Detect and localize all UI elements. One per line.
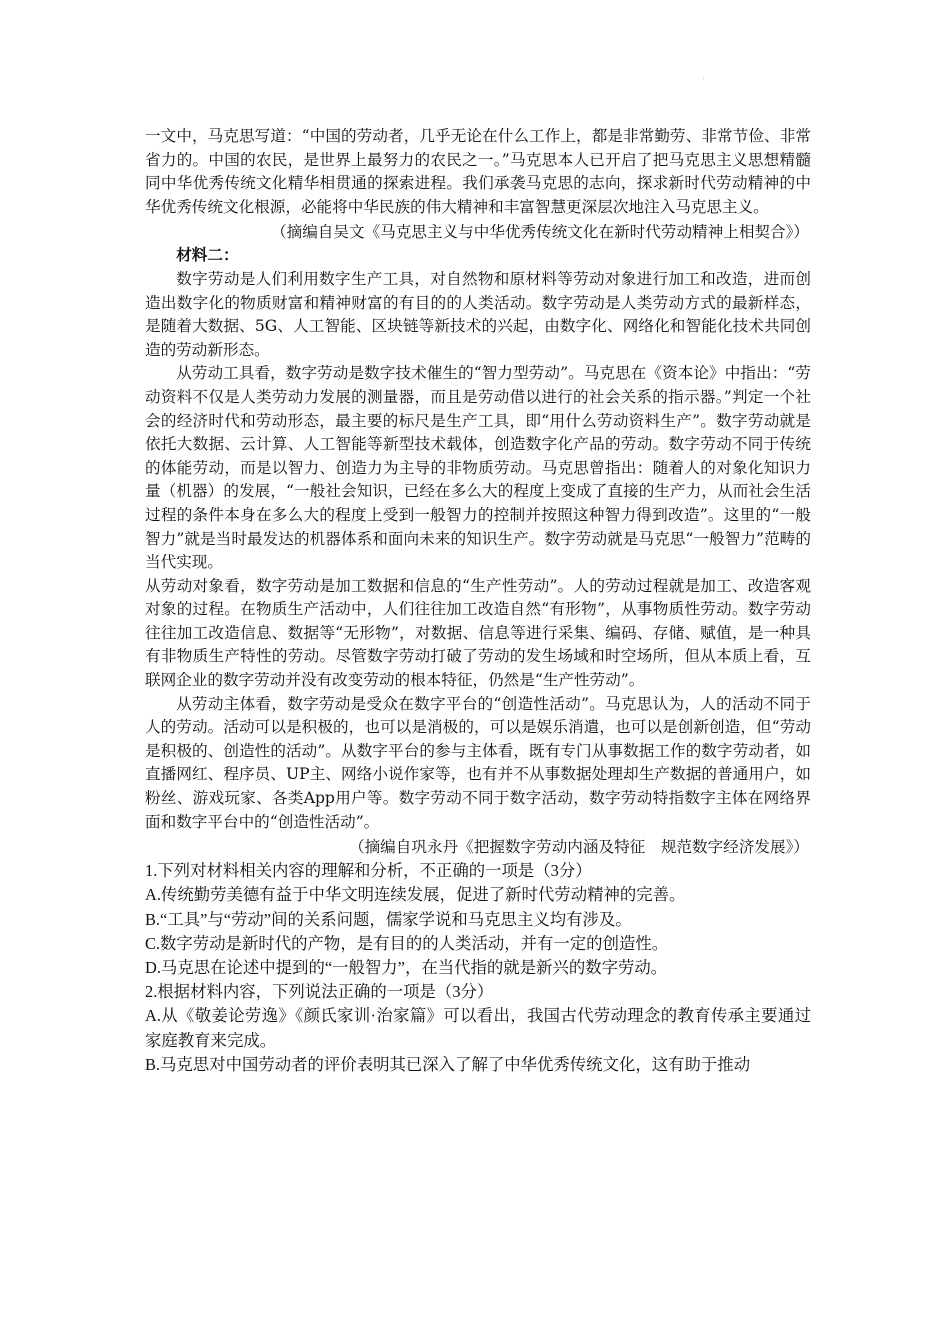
question-1-option-d: D.马克思在论述中提到的“一般智力”，在当代指的就是新兴的数字劳动。 (145, 958, 668, 978)
material-two-paragraph-4: 从劳动主体看，数字劳动是受众在数字平台的“创造性活动”。马克思认为，人的活动不同于人的劳动。活动可以是积极的，也可以是消极的，可以是娱乐消遣，也可以是创新创造，但“劳动是积极的、创造性的活动”。从数字平台的参与主体看，既有专门从事数据工作的数字劳动者，如直播网红、程序员、UP主、网络小说作家等，也有并不从事数据处理却生产数据的普通用户，如粉丝、游戏玩家、各类App用户等。数字劳动不同于数字活动，数字劳动特指数字主体在网络界面和数字平台中的“创造性活动”。 (145, 694, 811, 831)
question-2-option-b: B.马克思对中国劳动者的评价表明其已深入了解了中华优秀传统文化，这有助于推动 (145, 1054, 751, 1074)
question-1 (145, 859, 811, 980)
material-one-section (145, 125, 811, 244)
question-2-stem: 2.根据材料内容，下列说法正确的一项是（3分） (145, 982, 494, 1002)
material-two-paragraph-2: 从劳动工具看，数字劳动是数字技术催生的“智力型劳动”。马克思在《资本论》中指出：“劳动资料不仅是人类劳动力发展的测量器，而且是劳动借以进行的社会关系的指示器。”判定一个社会的经济时代和劳动形态，最主要的标尺是生产工具，即“用什么劳动资料生产”。数字劳动就是依托大数据、云计算、人工智能等新型技术载体，创造数字化产品的劳动。数字劳动不同于传统的体能劳动，而是以智力、创造力为主导的非物质劳动。马克思曾指出：随着人的对象化知识力量（机器）的发展，“一般社会知识，已经在多么大的程度上变成了直接的生产力，从而社会生活过程的条件本身在多么大的程度上受到一般智力的控制并按照这种智力得到改造”。这里的“一般智力”就是当时最发达的机器体系和面向未来的知识生产。数字劳动就是马克思“一般智力”范畴的当代实现。 (145, 364, 811, 572)
question-2 (145, 980, 811, 1077)
page-mark: · (702, 74, 705, 83)
material-two-heading: 材料二： (176, 246, 239, 265)
question-1-stem: 1.下列对材料相关内容的理解和分析，不正确的一项是（3分） (145, 861, 592, 881)
material-one-source: （摘编自吴文《马克思主义与中华优秀传统文化在新时代劳动精神上相契合》） (271, 223, 809, 242)
question-1-option-c: C.数字劳动是新时代的产物，是有目的的人类活动，并有一定的创造性。 (145, 933, 669, 953)
question-1-option-a: A.传统勤劳美德有益于中华文明连续发展，促进了新时代劳动精神的完善。 (145, 885, 686, 905)
document-body (145, 125, 811, 1077)
question-2-option-a: A.从《敬姜论劳逸》《颜氏家训·治家篇》可以看出，我国古代劳动理念的教育传承主要通过家庭教育来完成。 (145, 1006, 811, 1050)
material-two-paragraph-1: 数字劳动是人们利用数字生产工具，对自然物和原材料等劳动对象进行加工和改造，进而创造出数字化的物质财富和精神财富的有目的的人类活动。数字劳动是人类劳动方式的最新样态，是随着大数据、5G、人工智能、区块链等新技术的兴起，由数字化、网络化和智能化技术共同创造的劳动新形态。 (145, 269, 811, 359)
material-two-section (145, 244, 811, 859)
material-two-source: （摘编自巩永丹《把握数字劳动内涵及特征 规范数字经济发展》） (348, 838, 809, 857)
question-1-option-b: B.“工具”与“劳动”间的关系问题，儒家学说和马克思主义均有涉及。 (145, 909, 632, 929)
material-one-paragraph-end: 一文中，马克思写道：“中国的劳动者，几乎无论在什么工作上，都是非常勤劳、非常节俭、非常省力的。中国的农民，是世界上最努力的农民之一。”马克思本人已开启了把马克思主义思想精髓同中华优秀传统文化精华相贯通的探索进程。我们承袭马克思的志向，探求新时代劳动精神的中华优秀传统文化根源，必能将中华民族的伟大精神和丰富智慧更深层次地注入马克思主义。 (145, 127, 811, 216)
material-two-paragraph-3: 从劳动对象看，数字劳动是加工数据和信息的“生产性劳动”。人的劳动过程就是加工、改造客观对象的过程。在物质生产活动中，人们往往加工改造自然“有形物”，从事物质性劳动。数字劳动往往加工改造信息、数据等“无形物”，对数据、信息等进行采集、编码、存储、赋值，是一种具有非物质生产特性的劳动。尽管数字劳动打破了劳动的发生场域和时空场所，但从本质上看，互联网企业的数字劳动并没有改变劳动的根本特征，仍然是“生产性劳动”。 (145, 576, 811, 690)
